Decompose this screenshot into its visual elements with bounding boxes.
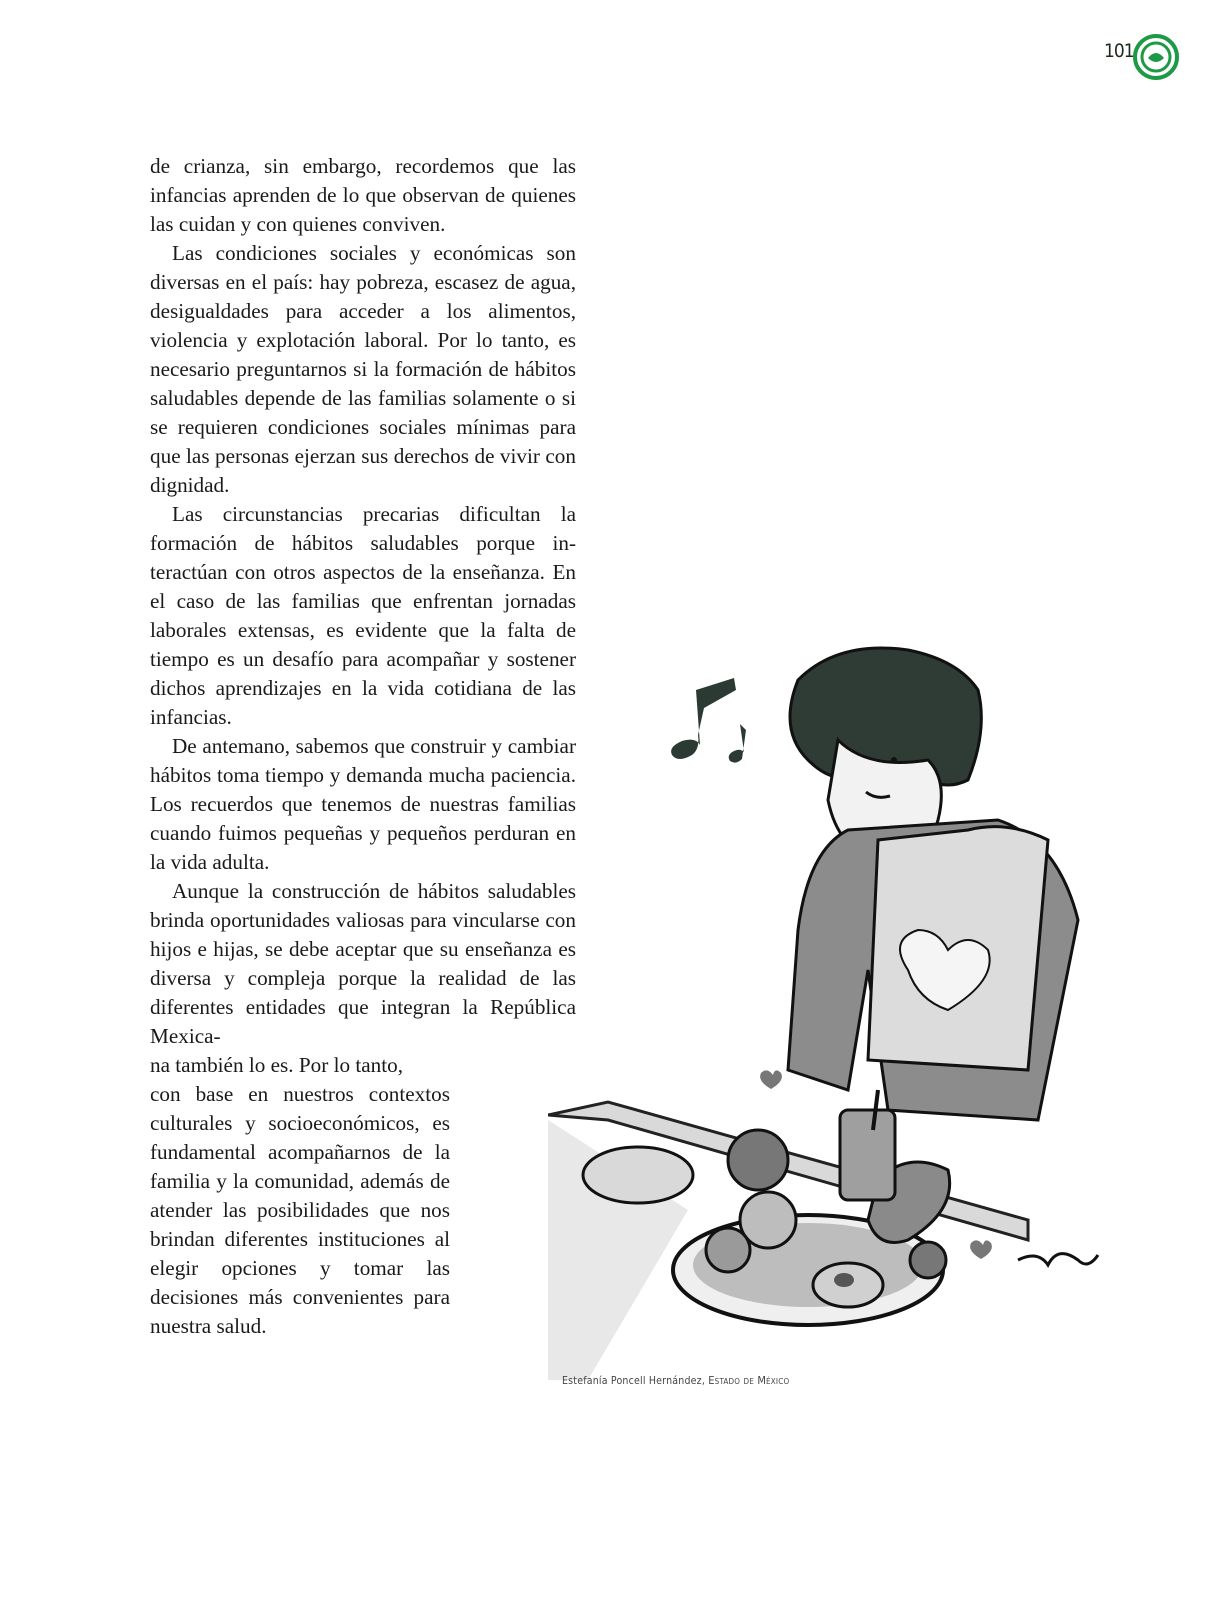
paragraph-5-wide: Aunque la construcción de hábitos saludables brinda oportunidades valiosas para vincularse con hijos e hijas, se debe aceptar que su enseñanza es diversa y compleja porque la realidad de las diferentes entidades que integran la República Mexica- [150,879,576,1048]
paragraph-5 [150,877,576,1051]
caption-author: Estefanía Poncell Hernández, [562,1375,706,1387]
paragraph-5-mid: na también lo es. Por lo tanto, [150,1053,404,1077]
music-note-icon [671,678,746,763]
paragraph-3: Las circunstancias precarias dificultan la formación de hábitos saludables porque interactúan con otros aspectos de la enseñanza. En el caso de las familias que enfrentan jornadas laborales extensas, es evidente que la falta de tiempo es un desafío para acompañar y sostener dichos aprendizajes en la vida cotidiana de las infancias. [150,502,576,729]
paragraph-5-narrow: con base en nuestros contextos culturales y socioeconómicos, es fundamental acompañarnos de la familia y la comunidad, además de atender las posibilidades que nos brindan diferentes instituciones al elegir opciones y tomar las decisiones más convenientes para nuestra salud. [150,1082,450,1338]
body-text [150,152,576,1341]
page-number: 101 [1104,40,1134,62]
illustration-caption [562,1374,789,1387]
paragraph-2: Las condiciones sociales y económicas son diversas en el país: hay pobreza, escasez de agua, desigualdades para acceder a los alimentos, violencia y explotación laboral. Por lo tanto, es necesario preguntarnos si la formación de hábitos saludables depende de las familias solamente o si se requieren condiciones sociales mínimas para que las personas ejerzan sus derechos de vivir con dignidad. [150,241,576,497]
illustration-person-cooking [548,620,1148,1380]
paragraph-1: de crianza, sin embargo, recordemos que las infancias aprenden de lo que observan de quienes las cuidan y con quienes conviven. [150,154,576,236]
paragraph-4: De antemano, sabemos que construir y cambiar hábitos toma tiempo y demanda mucha paciencia. Los recuerdos que tenemos de nuestras familias cuando fuimos pequeñas y pequeños perduran en la vida adulta. [150,734,576,874]
publisher-logo-icon [1133,34,1179,80]
caption-place: Estado de México [708,1374,790,1387]
